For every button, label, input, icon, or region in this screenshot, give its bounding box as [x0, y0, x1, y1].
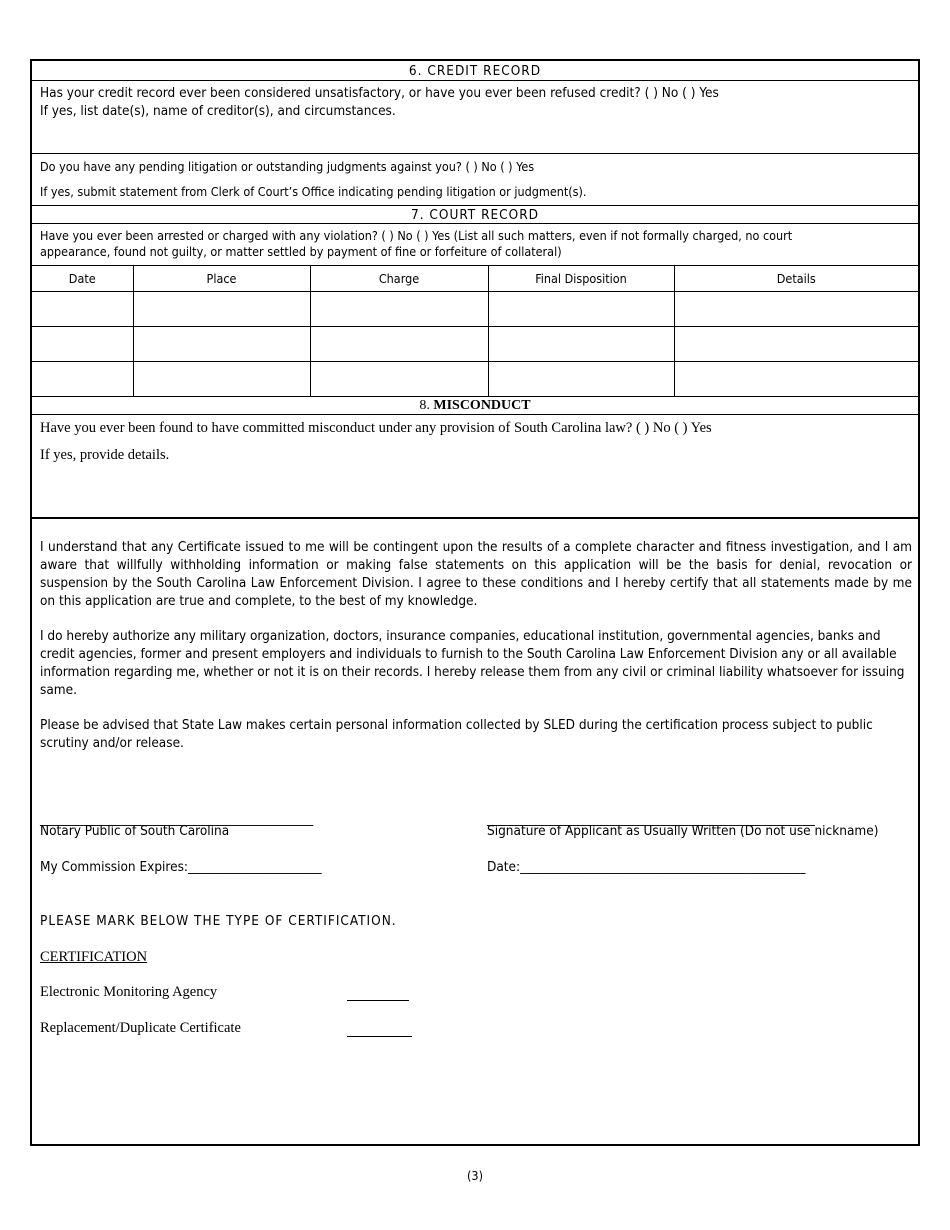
column-header-place: Place: [133, 266, 310, 292]
certification-option-replacement-blank[interactable]: [347, 1022, 412, 1041]
litigation-followup: If yes, submit statement from Clerk of Court’s Office indicating pending litigation or judgment(s).: [40, 184, 587, 199]
certification-option-electronic-monitoring: Electronic Monitoring Agency: [40, 984, 218, 1000]
applicant-signature-line[interactable]: ______________________________________________________: [487, 811, 815, 827]
misconduct-heading-number: 8.: [419, 398, 430, 413]
table-row: [32, 327, 918, 362]
notary-label: Notary Public of South Carolina: [40, 823, 230, 839]
table-row: [32, 362, 918, 397]
litigation-question: Do you have any pending litigation or outstanding judgments against you? ( ) No ( ) Yes: [40, 159, 535, 174]
column-header-details: Details: [674, 266, 918, 292]
column-header-date: Date: [32, 266, 133, 292]
privacy-notice: Please be advised that State Law makes certain personal information collected by SLED during the certification process subject to public scrutiny and/or release.: [40, 717, 873, 751]
table-cell[interactable]: [674, 292, 918, 327]
table-cell[interactable]: [133, 362, 310, 397]
divider: [32, 80, 918, 81]
applicant-signature-label: Signature of Applicant as Usually Written (Do not use nickname): [487, 823, 879, 839]
date-field[interactable]: Date:_______________________________________________: [487, 859, 806, 875]
credit-followup: If yes, list date(s), name of creditor(s), and circumstances.: [40, 103, 396, 119]
table-row: [32, 292, 918, 327]
commission-expires-field[interactable]: My Commission Expires:______________________: [40, 859, 322, 875]
authorization-statement: I do hereby authorize any military organization, doctors, insurance companies, educational institution, governmental agencies, banks and credit agencies, former and present employers and individuals to furnish to the South Carolina Law Enforcement Division any or all available information regarding me, whether or not it is on their records. I hereby release them from any civil or criminal liability whatsoever for issuing same.: [40, 628, 905, 698]
misconduct-heading-label: MISCONDUCT: [433, 398, 531, 413]
table-cell[interactable]: [488, 362, 674, 397]
misconduct-question: Have you ever been found to have committed misconduct under any provision of South Carolina law? ( ) No ( ) Yes: [40, 420, 712, 436]
table-cell[interactable]: [488, 327, 674, 362]
court-record-heading: 7. COURT RECORD: [410, 207, 540, 223]
table-cell[interactable]: [310, 362, 488, 397]
table-cell[interactable]: [674, 362, 918, 397]
table-cell[interactable]: [488, 292, 674, 327]
certification-option-replacement: Replacement/Duplicate Certificate: [40, 1020, 241, 1036]
credit-question: Has your credit record ever been considered unsatisfactory, or have you ever been refused credit? ( ) No ( ) Yes: [40, 85, 719, 101]
column-header-charge: Charge: [310, 266, 488, 292]
court-record-table: [32, 265, 918, 397]
table-cell[interactable]: [32, 362, 133, 397]
table-cell[interactable]: [674, 327, 918, 362]
application-form: [30, 59, 920, 1146]
certification-instruction: PLEASE MARK BELOW THE TYPE OF CERTIFICATION.: [40, 913, 397, 929]
divider: [32, 414, 918, 415]
table-cell[interactable]: [32, 327, 133, 362]
divider: [32, 517, 918, 519]
credit-record-heading: 6. CREDIT RECORD: [408, 63, 542, 79]
table-cell[interactable]: [133, 327, 310, 362]
certification-heading: CERTIFICATION: [40, 949, 148, 965]
certification-option-electronic-monitoring-blank[interactable]: [347, 986, 409, 1005]
misconduct-heading: [32, 397, 918, 414]
table-cell[interactable]: [32, 292, 133, 327]
table-cell[interactable]: [310, 327, 488, 362]
court-question-line1: Have you ever been arrested or charged with any violation? ( ) No ( ) Yes (List all such matters, even if not formally charged, no court: [40, 228, 793, 243]
divider: [32, 223, 918, 224]
table-cell[interactable]: [133, 292, 310, 327]
table-cell[interactable]: [310, 292, 488, 327]
divider: [32, 153, 918, 154]
certification-statement: I understand that any Certificate issued to me will be contingent upon the results of a complete character and fitness investigation, and I am aware that willfully withholding information or making false statements on this application will be the basis for denial, revocation or suspension by the South Carolina Law Enforcement Division. I agree to these conditions and I hereby certify that all statements made by me on this application are true and complete, to the best of my knowledge.: [40, 539, 912, 609]
court-question-line2: appearance, found not guilty, or matter settled by payment of fine or forfeiture of collateral): [40, 244, 562, 259]
page-number: (3): [467, 1168, 483, 1183]
misconduct-followup: If yes, provide details.: [40, 447, 170, 463]
table-header-row: [32, 266, 918, 292]
column-header-final-disposition: Final Disposition: [488, 266, 674, 292]
notary-signature-line[interactable]: _____________________________________________: [40, 811, 314, 827]
